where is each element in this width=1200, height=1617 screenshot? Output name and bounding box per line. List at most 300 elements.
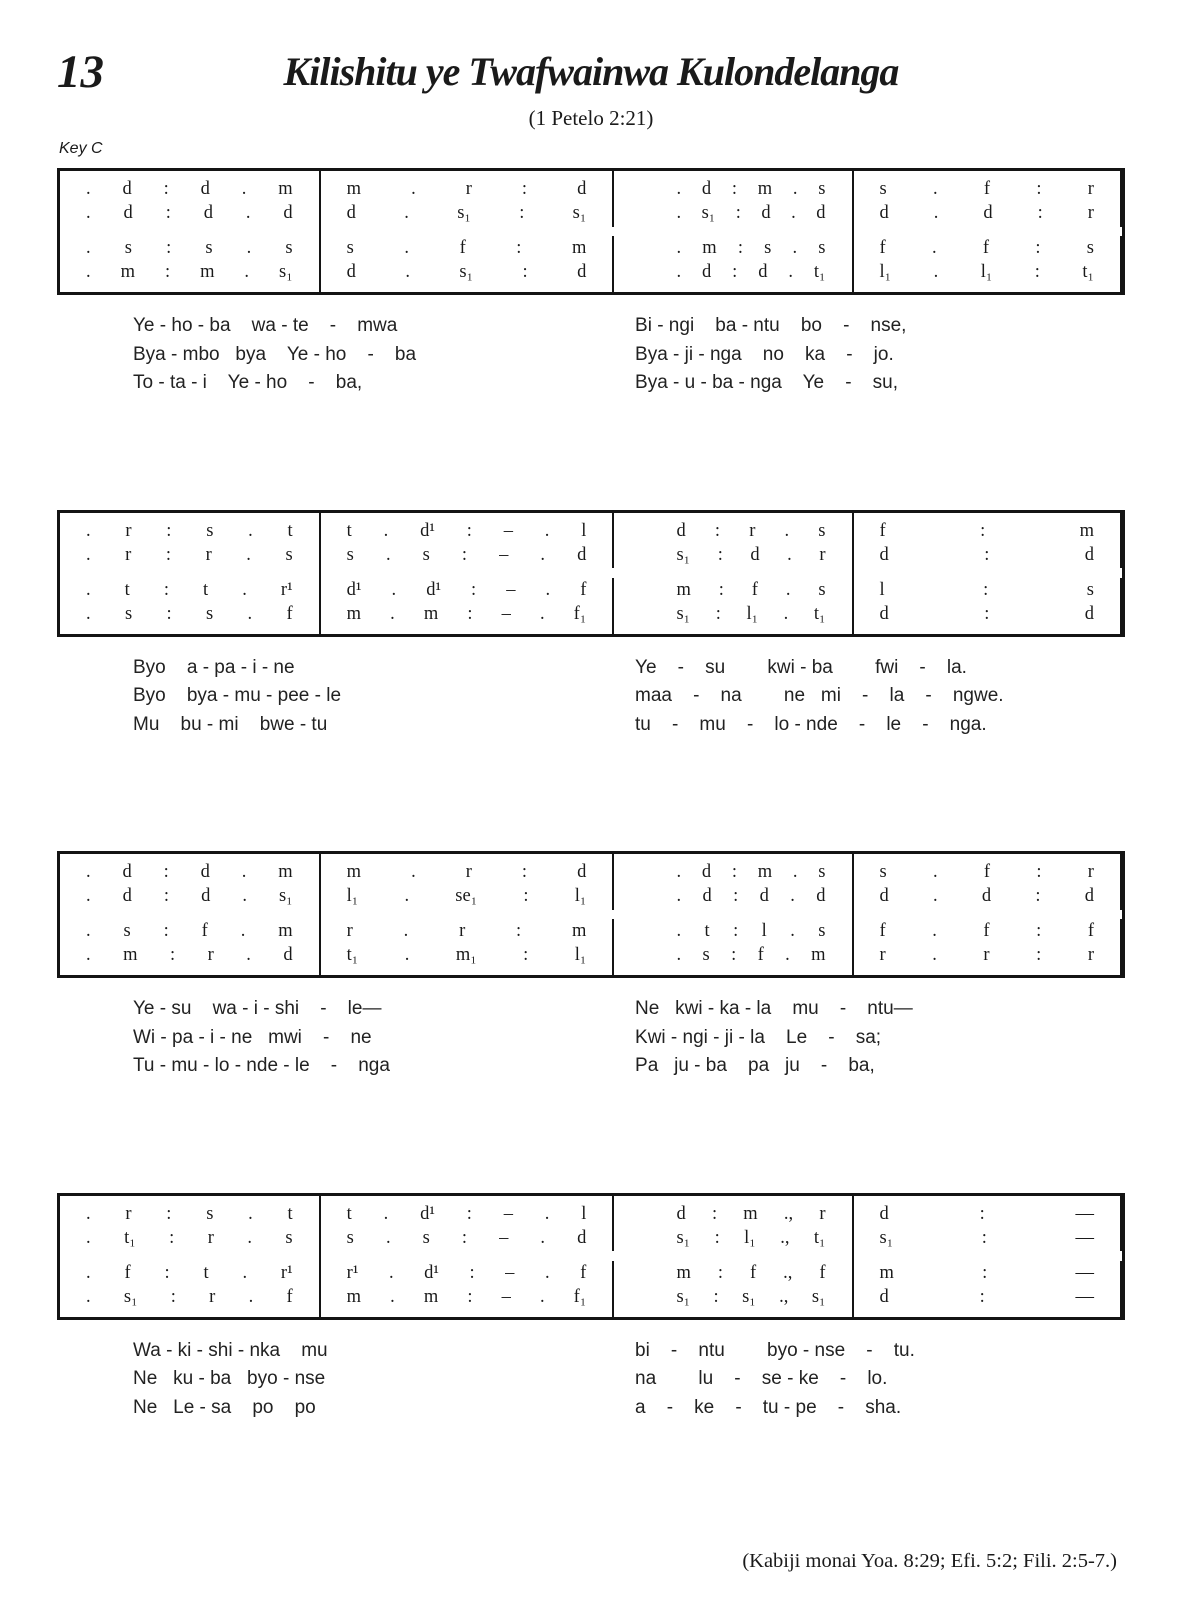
solfa-token: t₁ <box>1082 262 1094 282</box>
solfa-token: f <box>757 945 764 965</box>
voice-row <box>321 1226 613 1250</box>
solfa-token: t₁ <box>813 603 826 624</box>
measure <box>321 1202 613 1309</box>
solfa-token: m₁ <box>455 945 477 965</box>
solfa-token: : <box>714 520 721 541</box>
solfa-token: f <box>819 1262 826 1283</box>
lyric-right-phrase: Ye - su kwi - ba fwi - la. <box>635 656 967 678</box>
solfa-token: s <box>818 579 826 600</box>
solfa-token: . <box>248 1203 253 1224</box>
voice-row <box>321 884 613 908</box>
solfa-token: . <box>86 1262 91 1283</box>
staff-half-right <box>650 860 1122 967</box>
barline <box>852 171 854 292</box>
solfa-token: t₁ <box>124 1227 136 1248</box>
solfa-token: : <box>737 238 743 258</box>
solfa-token: : <box>717 1262 723 1283</box>
solfa-token: : <box>519 203 525 223</box>
lyric-right-phrase: Bi - ngi ba - ntu bo - nse, <box>635 315 907 336</box>
solfa-token: . <box>86 603 91 624</box>
solfa-token: . <box>246 945 251 965</box>
solfa-token: : <box>733 921 739 941</box>
barline-segment <box>612 578 614 634</box>
solfa-token: t₁ <box>346 945 359 965</box>
solfa-token: s <box>285 238 293 258</box>
solfa-token: d <box>122 862 132 882</box>
voice-row <box>854 919 1120 943</box>
solfa-token: : <box>169 1227 175 1248</box>
voice-row <box>650 543 851 567</box>
solfa-token: s <box>818 921 826 941</box>
solfa-token: . <box>242 886 247 906</box>
solfa-token: f <box>124 1262 131 1283</box>
solfa-token: . <box>785 945 790 965</box>
lyric-line <box>57 682 1125 711</box>
voice-row <box>650 860 851 884</box>
solfa-token: d <box>123 203 133 223</box>
staff-half-right <box>650 177 1122 284</box>
solfa-token: . <box>411 179 416 199</box>
solfa-token: l₁ <box>879 262 892 282</box>
solfa-token: r <box>125 520 132 541</box>
voice-row <box>854 543 1120 567</box>
solfa-token: m <box>571 921 587 941</box>
voice-row <box>854 1202 1120 1226</box>
solfa-token: : <box>164 1262 170 1283</box>
lyric-left-phrase: Mu bu - mi bwe - tu <box>133 713 328 735</box>
voice-row <box>650 602 851 626</box>
solfa-token: r <box>125 544 132 565</box>
solfa-token: m <box>757 179 773 199</box>
solfa-token: . <box>383 1203 389 1224</box>
voice-row <box>650 578 851 602</box>
solfa-token: : <box>471 579 477 600</box>
voice-row <box>60 860 319 884</box>
solfa-token: l₁ <box>980 262 993 282</box>
voice-row <box>60 177 319 201</box>
hymn-section-2 <box>57 510 1125 740</box>
lyric-right-phrase: Bya - u - ba - nga Ye - su, <box>635 372 898 393</box>
solfa-token: . <box>405 262 410 282</box>
solfa-token: : <box>522 262 528 282</box>
solfa-token: . <box>86 238 91 258</box>
solfa-token: : <box>979 1203 985 1224</box>
solfa-token: m <box>120 262 135 282</box>
solfa-token: s <box>422 544 430 565</box>
page-title: Kilishitu ye Twafwainwa Kulondelanga <box>283 49 899 94</box>
voice-row <box>60 201 319 225</box>
staff-half-left <box>60 1202 614 1309</box>
voice-row <box>650 260 851 284</box>
solfa-token: r¹ <box>346 1262 359 1283</box>
solfa-token: . <box>791 203 796 223</box>
barline <box>319 854 321 975</box>
hymn-page <box>57 0 1125 1617</box>
solfa-token: d <box>577 262 587 282</box>
solfa-token: . <box>784 520 790 541</box>
measure <box>650 1202 851 1309</box>
lyrics-block <box>57 995 1125 1081</box>
voice-row <box>60 519 319 543</box>
solfa-token: . <box>932 945 937 965</box>
solfa-token: d <box>702 262 712 282</box>
notation-block <box>57 1193 1125 1320</box>
solfa-token: : <box>461 544 468 565</box>
measure <box>321 860 613 967</box>
solfa-token: s₁ <box>676 1227 691 1248</box>
solfa-token: r <box>205 544 212 565</box>
barline <box>1120 513 1122 634</box>
solfa-token: ., <box>780 1227 790 1248</box>
solfa-token: . <box>404 238 410 258</box>
solfa-token: s₁ <box>676 1286 691 1307</box>
barline-segment <box>612 513 614 569</box>
barline-segment <box>1120 919 1122 975</box>
voice-row <box>60 919 319 943</box>
voice-row <box>650 1226 851 1250</box>
solfa-token: d <box>1084 544 1094 565</box>
solfa-token: s <box>206 520 214 541</box>
solfa-token: d <box>577 179 587 199</box>
solfa-token: s <box>764 238 772 258</box>
measure <box>60 177 319 284</box>
solfa-token: . <box>545 579 551 600</box>
barline <box>852 513 854 634</box>
voice-row <box>650 201 851 225</box>
solfa-token: f <box>879 520 886 541</box>
solfa-token: d <box>122 179 132 199</box>
solfa-token: : <box>523 945 529 965</box>
solfa-token: : <box>713 1286 719 1307</box>
measure <box>650 519 851 626</box>
solfa-token: m <box>423 1286 439 1307</box>
lyric-left-phrase: Tu - mu - lo - nde - le - nga <box>133 1055 390 1076</box>
solfa-token: r <box>1087 179 1094 199</box>
solfa-token: m <box>278 921 293 941</box>
solfa-token: : <box>718 579 724 600</box>
solfa-token: r <box>207 1227 214 1248</box>
barline-segment <box>1120 578 1122 634</box>
solfa-token: s <box>818 862 826 882</box>
solfa-token: . <box>544 1203 550 1224</box>
solfa-token: r <box>125 1203 132 1224</box>
solfa-token: s <box>879 179 887 199</box>
solfa-token: d <box>761 203 771 223</box>
solfa-token: m <box>346 1286 362 1307</box>
solfa-token: r <box>819 544 826 565</box>
solfa-token: . <box>86 862 91 882</box>
solfa-token: l₁ <box>574 945 587 965</box>
solfa-token: . <box>248 1286 254 1307</box>
barline-segment <box>1120 171 1122 227</box>
solfa-token: d <box>200 862 210 882</box>
solfa-token: s₁ <box>676 603 691 624</box>
solfa-token: m <box>743 1203 758 1224</box>
barline-segment <box>612 854 614 910</box>
voice-row <box>650 943 851 967</box>
solfa-token: : <box>984 544 990 565</box>
solfa-token: : <box>981 1227 987 1248</box>
staff-half-right <box>650 519 1122 626</box>
solfa-token: s <box>818 520 826 541</box>
solfa-token: s <box>818 179 826 199</box>
voice-row <box>321 1261 613 1285</box>
measure <box>60 860 319 967</box>
solfa-token: l <box>761 921 767 941</box>
solfa-token: t <box>287 1203 293 1224</box>
solfa-token: f <box>983 179 991 199</box>
voice-row <box>650 519 851 543</box>
solfa-token: – <box>505 1262 515 1283</box>
lyric-right-phrase: Kwi - ngi - ji - la Le - sa; <box>635 1026 882 1048</box>
lyric-left-phrase: Wi - pa - i - ne mwi - ne <box>133 1026 372 1048</box>
solfa-token: — <box>1075 1203 1094 1224</box>
notation-block <box>57 851 1125 978</box>
solfa-token: : <box>714 1227 720 1248</box>
solfa-token: d <box>201 886 211 906</box>
solfa-token: . <box>785 579 791 600</box>
lyric-right-phrase: Bya - ji - nga no ka - jo. <box>635 343 894 365</box>
solfa-token: f <box>983 862 991 882</box>
solfa-token: m <box>346 603 362 624</box>
solfa-token: l₁ <box>746 603 759 624</box>
solfa-token: : <box>163 921 169 941</box>
solfa-token: . <box>247 1227 252 1248</box>
solfa-token: t <box>346 1203 352 1224</box>
lyrics-block <box>57 312 1125 398</box>
lyric-right-phrase: a - ke - tu - pe - sha. <box>635 1396 902 1418</box>
solfa-token: s₁ <box>572 203 587 223</box>
lyric-line <box>57 1024 1125 1053</box>
lyric-right-phrase: tu - mu - lo - nde - le - nga. <box>635 713 987 735</box>
solfa-token: d <box>701 179 712 199</box>
solfa-token: s <box>346 544 354 565</box>
voice-row <box>321 943 613 967</box>
solfa-token: ., <box>783 1262 793 1283</box>
solfa-token: : <box>1034 262 1040 282</box>
solfa-token: t <box>203 1262 209 1283</box>
lyric-right-phrase: maa - na ne mi - la - ngwe. <box>635 685 1004 706</box>
solfa-token: d <box>879 544 889 565</box>
solfa-token: m <box>123 945 138 965</box>
solfa-token: d <box>676 520 686 541</box>
solfa-token: . <box>540 544 546 565</box>
measure <box>321 519 613 626</box>
lyric-line <box>57 312 1125 341</box>
lyric-right-phrase: bi - ntu byo - nse - tu. <box>635 1339 915 1361</box>
voice-row <box>650 1285 851 1309</box>
solfa-token: : <box>735 203 741 223</box>
solfa-token: . <box>404 945 410 965</box>
solfa-token: : <box>165 203 171 223</box>
lyric-line <box>57 1052 1125 1081</box>
solfa-token: . <box>792 179 798 199</box>
solfa-token: s <box>818 238 826 258</box>
solfa-token: : <box>163 886 170 906</box>
solfa-token: : <box>466 520 472 541</box>
solfa-token: f <box>580 579 587 600</box>
solfa-token: . <box>86 945 91 965</box>
solfa-token: . <box>241 179 247 199</box>
solfa-token: . <box>86 179 91 199</box>
solfa-token: . <box>242 579 247 600</box>
solfa-token: – <box>499 1227 509 1248</box>
solfa-token: . <box>403 921 409 941</box>
measure <box>321 177 613 284</box>
solfa-token: : <box>1036 945 1042 965</box>
solfa-token: . <box>86 579 91 600</box>
lyric-line <box>57 1337 1125 1366</box>
solfa-token: d <box>200 179 210 199</box>
solfa-token: . <box>539 1286 545 1307</box>
barline-segment <box>612 236 614 292</box>
solfa-token: d <box>759 886 769 906</box>
solfa-token: . <box>391 579 397 600</box>
solfa-token: : <box>731 179 737 199</box>
notation-block <box>57 510 1125 637</box>
solfa-token: d <box>1084 603 1094 624</box>
voice-row <box>60 884 319 908</box>
solfa-token: . <box>540 1227 546 1248</box>
voice-row <box>60 236 319 260</box>
solfa-token: s₁ <box>459 262 474 282</box>
barline-segment <box>612 171 614 227</box>
solfa-token: . <box>787 544 792 565</box>
solfa-token: d <box>879 603 889 624</box>
solfa-token: s <box>206 1203 214 1224</box>
solfa-token: s₁ <box>879 1227 894 1248</box>
solfa-token: . <box>676 238 682 258</box>
sections <box>57 168 1125 1422</box>
solfa-token: d <box>981 886 992 906</box>
voice-row <box>321 602 613 626</box>
solfa-token: : <box>469 1262 475 1283</box>
barline-segment <box>612 1196 614 1252</box>
scripture-reference: (1 Petelo 2:21) <box>528 106 654 130</box>
solfa-token: d <box>577 544 587 565</box>
lyric-left-phrase: Ye - ho - ba wa - te - mwa <box>133 315 398 336</box>
solfa-token: d <box>122 886 132 906</box>
solfa-token: f <box>201 921 208 941</box>
voice-row <box>650 236 851 260</box>
staff-half-right <box>650 1202 1122 1309</box>
lyric-line <box>57 1394 1125 1423</box>
solfa-token: s <box>285 544 293 565</box>
voice-row <box>60 578 319 602</box>
solfa-token: . <box>931 238 937 258</box>
solfa-token: . <box>246 544 251 565</box>
solfa-token: . <box>86 544 91 565</box>
solfa-token: r <box>819 1203 826 1224</box>
solfa-token: . <box>241 862 247 882</box>
solfa-token: se₁ <box>455 886 478 906</box>
solfa-token: s <box>205 603 214 624</box>
voice-row <box>60 1226 319 1250</box>
staff-half-left <box>60 519 614 626</box>
solfa-token: m <box>571 238 587 258</box>
solfa-token: : <box>516 921 522 941</box>
solfa-token: m <box>200 262 215 282</box>
solfa-token: . <box>242 1262 248 1283</box>
solfa-token: f <box>749 1262 757 1283</box>
voice-row <box>854 578 1120 602</box>
solfa-token: : <box>731 862 737 882</box>
lyric-line <box>57 341 1125 370</box>
solfa-token: d <box>758 262 768 282</box>
solfa-token: r <box>1087 945 1094 965</box>
solfa-token: . <box>390 603 395 624</box>
solfa-token: : <box>467 1286 473 1307</box>
solfa-token: : <box>523 886 529 906</box>
solfa-token: m <box>1079 520 1094 541</box>
solfa-token: . <box>246 238 252 258</box>
solfa-token: : <box>466 1203 472 1224</box>
barline-segment <box>1120 854 1122 910</box>
solfa-token: d¹ <box>426 579 441 600</box>
solfa-token: . <box>932 921 937 941</box>
voice-row <box>60 1285 319 1309</box>
header <box>57 42 1125 106</box>
solfa-token: s <box>1086 579 1094 600</box>
voice-row <box>650 1261 851 1285</box>
solfa-token: f <box>751 579 758 600</box>
lyrics-block <box>57 1337 1125 1423</box>
solfa-token: . <box>933 262 939 282</box>
solfa-token: – <box>501 603 511 624</box>
solfa-token: r <box>983 945 990 965</box>
solfa-token: d <box>346 262 356 282</box>
solfa-token: . <box>385 1227 391 1248</box>
solfa-token: m <box>676 1262 691 1283</box>
solfa-token: m <box>811 945 826 965</box>
voice-row <box>854 1261 1120 1285</box>
voice-row <box>321 860 613 884</box>
voice-row <box>321 236 613 260</box>
solfa-token: s₁ <box>279 262 293 282</box>
solfa-token: : <box>1035 886 1041 906</box>
solfa-token: r <box>1087 203 1094 223</box>
voice-row <box>321 543 613 567</box>
measure <box>854 1202 1120 1309</box>
voice-row <box>650 1202 851 1226</box>
solfa-token: l <box>879 579 885 600</box>
solfa-token: . <box>86 262 91 282</box>
solfa-token: : <box>170 1286 176 1307</box>
solfa-token: . <box>933 179 938 199</box>
solfa-token: : <box>166 603 172 624</box>
solfa-token: . <box>86 520 91 541</box>
solfa-token: ., <box>779 1286 789 1307</box>
solfa-token: s₁ <box>278 886 293 906</box>
solfa-token: . <box>86 203 91 223</box>
lyric-left-phrase: Byo bya - mu - pee - le <box>133 685 342 706</box>
solfa-token: . <box>240 921 246 941</box>
solfa-token: . <box>792 862 798 882</box>
solfa-token: d <box>983 203 993 223</box>
solfa-token: r¹ <box>280 1262 293 1283</box>
barline <box>612 854 614 975</box>
solfa-token: m <box>757 862 773 882</box>
solfa-token: . <box>86 1203 91 1224</box>
solfa-token: . <box>244 262 250 282</box>
solfa-token: : <box>731 945 737 965</box>
solfa-token: . <box>86 1227 91 1248</box>
measure <box>60 519 319 626</box>
voice-row <box>650 919 851 943</box>
solfa-token: f₁ <box>573 1286 587 1307</box>
solfa-token: . <box>790 886 795 906</box>
solfa-token: d <box>701 862 712 882</box>
